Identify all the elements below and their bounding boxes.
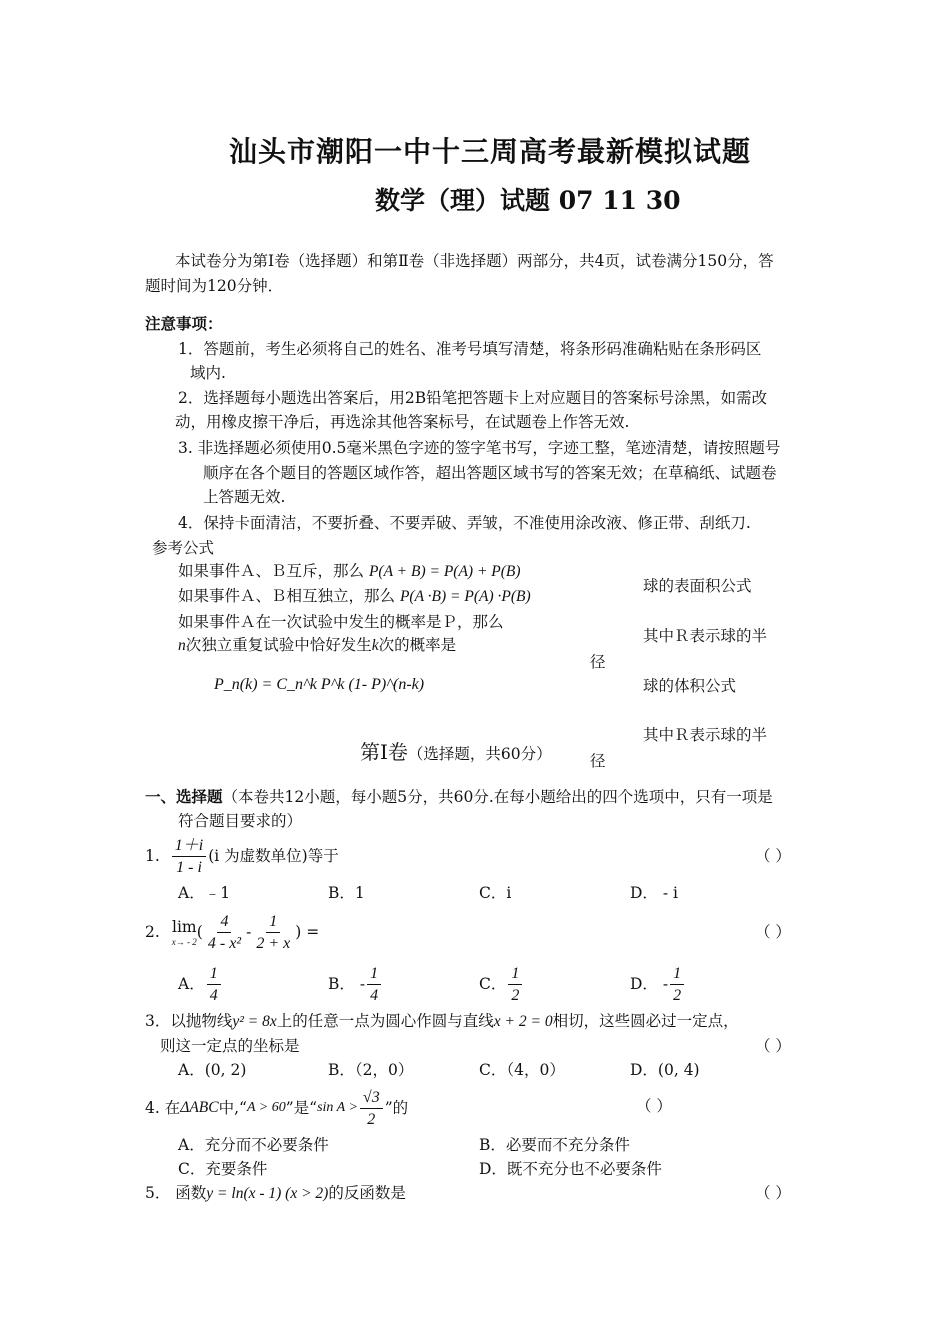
section1-desc-2: 符合题目要求的） [178,812,303,830]
question-2: 2. lim x→ - 2 ( $\frac{4}{\text{4 - x²}}$ - $\frac{1}{2 + x}$ ) = [145,913,320,953]
sphere-radius-note-1-cont: 径 [590,653,606,671]
q2-d-frac [670,964,684,1005]
formula-3b [178,636,456,656]
q1-number: 1. [145,847,160,866]
q2-b-top: 1 [367,964,381,985]
q2-a-bottom: 4 [209,987,218,1005]
note-1b: 域内. [190,364,226,382]
note-4: 4．保持卡面清洁，不要折叠、不要弄破、弄皱，不准使用涂改液、修正带、刮纸刀. [178,514,751,532]
intro-line-2: 题时间为120分钟． [145,277,284,295]
q1-option-d: D． - i [630,884,678,902]
q2-f1-bottom: 4 - x² [207,935,242,953]
q2-a-label: A． [178,975,205,994]
q4-option-d: D．既不充分也不必要条件 [479,1160,662,1178]
q1-option-b: B．1 [328,884,365,902]
page-subtitle: 数学（理）试题 07 11 30 [375,186,681,215]
q2-fraction-2 [253,912,293,953]
q3-text-b: 上的任意一点为圆心作圆与直线 [276,1012,494,1030]
q1-fraction [172,836,206,877]
note-3b: 顺序在各个题目的答题区域作答，超出答题区域书写的答案无效；在草稿纸、试题卷 [203,464,777,482]
q2-a-frac [207,964,221,1005]
q2-a-top: 1 [207,964,221,985]
q2-c-label: C． [479,975,507,994]
q3-text-c: 相切，这些圆必过一定点， [552,1012,739,1030]
formula-3b-k: k [371,637,379,654]
q2-d-top: 1 [670,964,684,985]
part1-title: 第Ⅰ卷 [360,740,408,764]
q2-f2-top: 1 [266,912,280,933]
q2-fraction-1 [205,912,244,953]
q3-line-eq: x + 2 = 0 [493,1013,553,1030]
q2-answer-paren: （ ） [755,923,791,941]
q3-parabola: y² = 8x [232,1013,277,1030]
notes-heading: 注意事项： [145,314,223,333]
note-1a: 1．答题前，考生必须将自己的姓名、准考号填写清楚，将条形码准确粘贴在条形码区 [178,340,762,358]
formula-binomial: P_n(k) = C_n^k P^k (1- P)^(n-k) [214,676,425,693]
formula-3b-n: n [178,637,186,654]
formula-2 [178,587,531,607]
q2-b-label: B． - [328,975,366,994]
q4-sin: sin A > [317,1100,358,1116]
sphere-radius-note-1: 其中Ｒ表示球的半 [643,627,768,645]
q3-option-a: A．(0, 2) [178,1061,247,1079]
formula-2-text: 如果事件Ａ、Ｂ相互独立，那么 [178,587,396,605]
q2-option-c [479,964,524,1005]
page-title: 汕头市潮阳一中十三周高考最新模拟试题 [229,135,752,168]
note-2b: 动，用橡皮擦干净后，再选涂其他答案标号，在试题卷上作答无效. [175,413,630,431]
q4-option-c: C．充要条件 [178,1160,268,1178]
q2-d-bottom: 2 [673,987,682,1005]
q1-frac-top: 1＋i [172,836,206,857]
section1-desc: （本卷共12小题，每小题5分，共60分.在每小题给出的四个选项中，只有一项是 [222,788,773,806]
sphere-radius-note-2-cont: 径 [590,752,606,770]
formulas-heading: 参考公式 [152,539,215,557]
q1-answer-paren: （ ） [755,847,791,865]
q2-d-label: D． - [630,975,669,994]
q3-option-c: C．（4，0） [479,1061,565,1079]
part1-sub: （选择题，共60分） [407,745,552,763]
q3-line-2: 则这一定点的坐标是 [160,1037,300,1055]
q4-condition-1: A > 60 [246,1100,286,1116]
q1-frac-bottom: 1 - i [176,859,202,877]
question-4 [145,1088,408,1129]
q2-f2-bottom: 2 + x [256,935,291,953]
q5-function: y = ln(x - 1) (x > 2) [206,1185,329,1202]
note-3c: 上答题无效. [203,488,286,506]
intro-line-1: 本试卷分为第Ⅰ卷（选择题）和第Ⅱ卷（非选择题）两部分，共4页，试卷满分150分，答 [175,252,774,270]
q4-text-a: 4. 在 [145,1099,181,1118]
question-1 [145,836,339,877]
q3-option-b: B．（2，0） [328,1061,414,1079]
q5-text-b: 的反函数是 [328,1184,406,1202]
q2-limit [172,918,197,947]
q2-number: 2. [145,923,160,942]
q3-text-a: 3．以抛物线 [145,1012,233,1030]
q1-text: (i 为虚数单位)等于 [208,847,339,866]
q4-root-fraction [360,1088,383,1129]
q4-option-a: A．充分而不必要条件 [178,1136,329,1154]
q4-text-b: 中,“ [218,1099,247,1118]
q2-lim-sub: x→ - 2 [171,936,197,947]
formula-3b-mid: 次独立重复试验中恰好发生 [185,636,372,654]
part1-heading [360,736,552,765]
q2-lim: lim [171,917,197,936]
formula-1-math: P(A + B) = P(A) + P(B) [368,563,521,580]
section1-heading: 一、选择题 [145,787,223,806]
sphere-surface-label: 球的表面积公式 [643,577,752,595]
q2-option-b [328,964,383,1005]
sphere-volume-label: 球的体积公式 [643,677,737,695]
q3-option-d: D．(0, 4) [630,1061,700,1079]
question-5 [145,1184,406,1204]
q4-root-bottom: 2 [367,1111,376,1129]
q2-c-frac [508,964,522,1005]
q2-tail: ) = [295,923,320,942]
q4-option-b: B．必要而不充分条件 [479,1136,630,1154]
q5-text-a: 5． 函数 [145,1184,207,1202]
q1-option-c: C．i [479,884,512,902]
section1-heading-line [145,788,773,807]
formula-3a: 如果事件Ａ在一次试验中发生的概率是Ｐ，那么 [178,613,504,631]
formula-2-math: P(A ·B) = P(A) ·P(B) [399,588,531,605]
q4-root-top: √3 [360,1088,383,1109]
note-2a: 2．选择题每小题选出答案后，用2B铅笔把答题卡上对应题目的答案标号涂黑，如需改 [178,389,768,407]
q2-b-bottom: 4 [370,987,379,1005]
q2-option-d [630,964,686,1005]
q4-text-c: ”是“ [285,1099,318,1118]
sphere-radius-note-2: 其中Ｒ表示球的半 [643,726,768,744]
note-3a: 3. 非选择题必须使用0.5毫米黑色字迹的签字笔书写，字迹工整，笔迹清楚，请按照题号 [178,439,781,457]
q2-option-a [178,964,223,1005]
q1-option-a: A．﹣1 [178,884,231,902]
q3-answer-paren: （ ） [755,1037,791,1055]
q2-c-bottom: 2 [511,987,520,1005]
q2-f1-top: 4 [217,912,231,933]
q2-c-top: 1 [508,964,522,985]
formula-1 [178,562,521,582]
formula-1-text: 如果事件Ａ、Ｂ互斥，那么 [178,562,365,580]
q5-answer-paren: （ ） [755,1184,791,1202]
q4-triangle: ΔABC [180,1099,219,1117]
q4-text-d: ”的 [384,1099,409,1118]
q3-line-1 [145,1012,739,1032]
q2-b-frac [367,964,381,1005]
formula-3b-end: 次的概率是 [378,636,457,654]
q4-answer-paren: （ ） [636,1097,672,1115]
